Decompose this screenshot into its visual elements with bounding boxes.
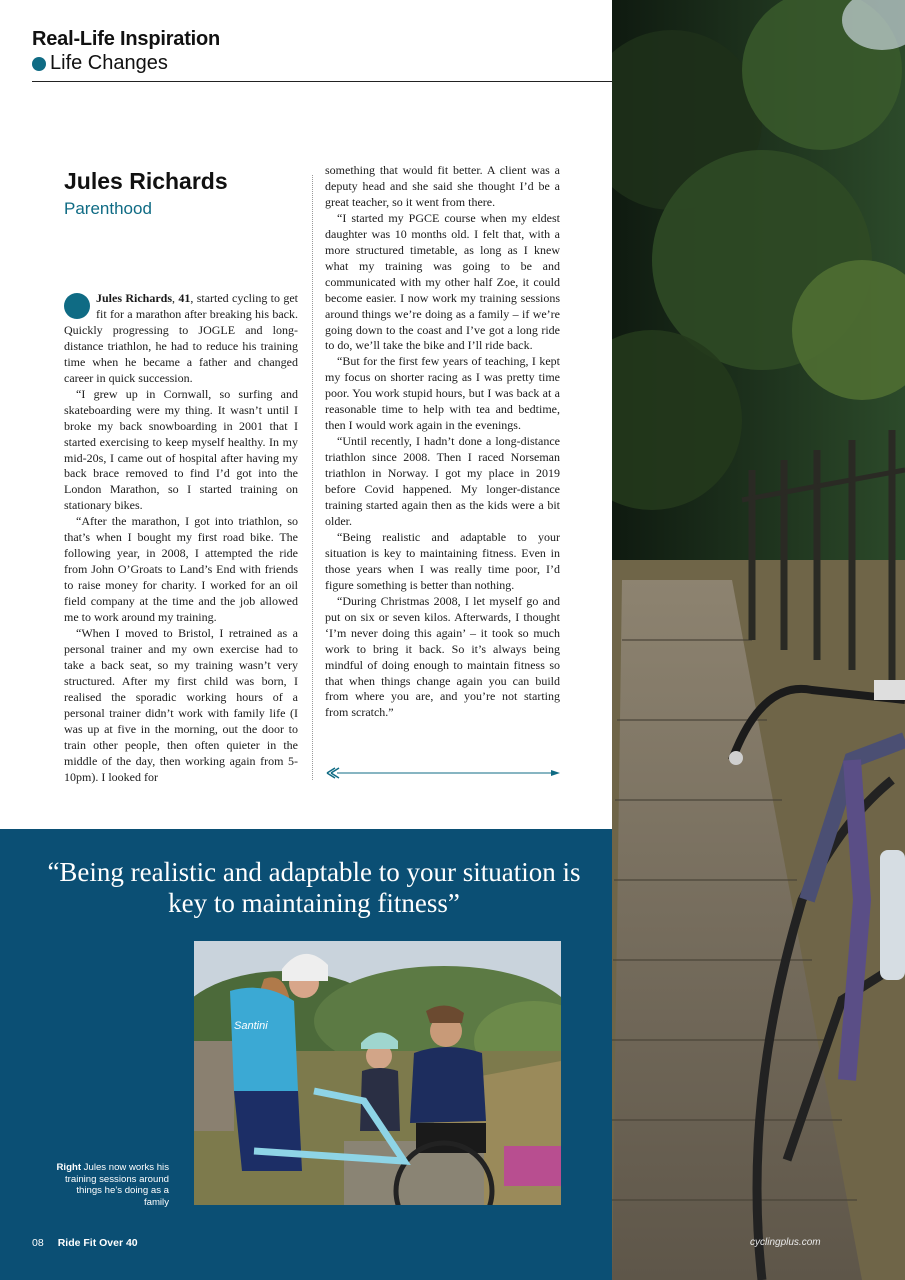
family-cycling-illustration — [194, 941, 561, 1205]
website-url: cyclingplus.com — [750, 1237, 821, 1248]
bicycle-boardwalk-illustration — [612, 0, 905, 1280]
intro-sep: , — [172, 291, 179, 305]
page-footer — [32, 1237, 138, 1249]
paragraph-marker-icon — [64, 293, 90, 319]
caption-text: Jules now works his training sessions around things he’s doing as a family — [65, 1162, 169, 1208]
family-photo — [194, 941, 561, 1205]
article-column-1 — [64, 291, 298, 786]
cover-photo-bicycle — [612, 0, 905, 1280]
subsection-label: Life Changes — [50, 52, 168, 74]
section-subtitle — [32, 52, 168, 75]
publication-name: Ride Fit Over 40 — [57, 1237, 138, 1249]
body-paragraph: “I started my PGCE course when my eldest daughter was 10 months old. I felt that, with a more structured timetable, as long as I knew what my training was going to be and communicated with my other half Zoe, it could become easier. I now work my training sessions around things we’re doing as a family – if we’re going down to the coast and I’ve got a long ride to do, we’ll take the bike and I’ll ride back. — [325, 210, 560, 353]
intro-age: 41 — [178, 291, 191, 305]
body-paragraph: “Being realistic and adaptable to your situation is key to maintaining fitness. Even in those years when I was really time poor, I’d figure something is better than nothing. — [325, 529, 560, 592]
intro-text: , started cycling to get fit for a marathon after breaking his back. Quickly progressing to JOGLE and long-distance triathlon, he had to reduce his training time when he became a father and changed career in quick succession. — [64, 291, 298, 385]
body-paragraph: something that would fit better. A client was a deputy head and she said she thought I’d be a great teacher, so it went from there. — [325, 163, 560, 209]
body-paragraph: “When I moved to Bristol, I retrained as a personal trainer and my own exercise had to take a back seat, so my training wasn’t very structured. After my first child was born, I realised the sporadic working hours of a personal trainer didn’t work with family life (I was up at five in the morning, out the door to train other people, then often quieter in the middle of the day, then working again from 5-10pm). I looked for — [64, 626, 298, 784]
intro-paragraph — [64, 291, 298, 387]
page-number: 08 — [32, 1237, 44, 1249]
body-paragraph: “During Christmas 2008, I let myself go and put on six or seven kilos. Afterwards, I thought ‘I’m never doing this again’ – it took so much work to bring it back. So it’s always being mindful of doing enough to maintain fitness so that when things change again you can build from where you are, and you’re not starting from scratch.” — [325, 593, 560, 720]
pull-quote: “Being realistic and adaptable to your situation is key to maintaining fitness” — [47, 857, 581, 918]
body-paragraph: “Until recently, I hadn’t done a long-distance triathlon since 2008. Then I raced Norseman triathlon in Norway. I got my place in 2019 before Covid happened. My longer-distance training started again then as the kids were a bit older. — [325, 434, 560, 528]
caption-label: Right — [56, 1162, 82, 1173]
section-title: Real-Life Inspiration — [32, 28, 221, 50]
body-paragraph: “After the marathon, I got into triathlon, so that’s when I bought my first road bike. The following year, in 2008, I attempted the ride from John O’Groats to Land’s End with friends to raise money for charity. I worked for an oil field company at the time and the job allowed me to work around my training. — [64, 514, 298, 625]
jersey-text: Santini — [234, 1020, 268, 1032]
body-paragraph: “But for the first few years of teaching, I kept my focus on shorter racing as I was pretty time poor. You work stupid hours, but I was back at a reasonable time to help with tea and bedtime, then I would work again in the evenings. — [325, 354, 560, 433]
profile-tagline: Parenthood — [64, 199, 152, 218]
header-rule — [32, 81, 612, 82]
intro-name: Jules Richards — [96, 291, 173, 305]
article-column-2 — [325, 163, 560, 721]
profile-name: Jules Richards — [64, 168, 228, 194]
body-paragraph: “I grew up in Cornwall, so surfing and skateboarding were my thing. It wasn’t until I broke my back snowboarding in 2001 that I started exercising to keep myself healthy. In my mid-20s, I came out of hospital after having my back brace removed to find I’d got into the London Marathon, so I started training on stationary bikes. — [64, 386, 298, 513]
end-of-article-icon — [325, 766, 561, 780]
bullet-dot-icon — [32, 57, 46, 71]
photo-caption — [50, 1162, 169, 1208]
column-divider — [312, 175, 313, 780]
